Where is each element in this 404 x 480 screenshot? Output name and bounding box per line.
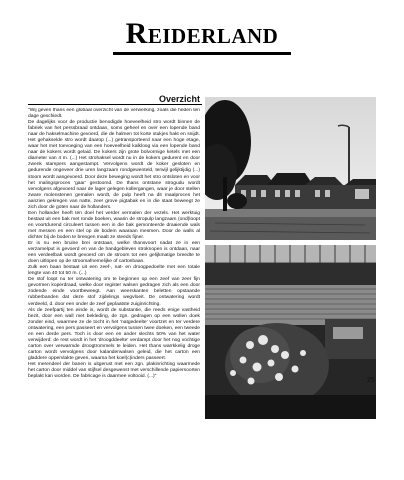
masthead-title: Reiderland [125,17,279,50]
article-body [28,108,200,474]
article-paragraph: Zulk een baan bestaat uit een zeef-, nat- en droogpedoelte met een totale lengte van 40 tot 50 m. (...) [28,265,200,277]
article-paragraph: De stof loopt nu ter ontwatering om te beginnen op een zeef van zeer fijn gevormen koperdraad, welke door register walsen gedragen zich als een door zodende einde voortbeweegt. Aan weerskanten beletten opstaande rubberbanden dat deze stof zijdelings wegvloeit. De ontwatering wordt verdeeld, d. door een onder de zeef geplaatste zuiginrichting. [28,277,200,307]
section-label: Overzicht [158,94,200,104]
article-paragraph: De dagelijks voor de productie benodigde hoeveelheid stro wordt binnen de fabriek van het perssbraad ontdaan, soms geheel en over een lopende band naar de hakselmachine gevoerd, die de halmen tot korte stukjes hakt en snijdt. Het gehakselde stro wordt daarop (...) getransporteerd naar een hoge etage, waar het met toevoeging van een hoeveelheid kalkloog via een lopende band naar de kokers wordt gelaid. De kokers zijn grote bolvormige ketels met een diameter van 4 m. (...) Het strohaksel wordt nu in de kokers gedurent en door zwenk stampers aangestampt. Vervolgens wordt de koker gesloten en gedurende ongeveer drie uren langzaam rondgewenteld, terwijl gelijktijdig (...) stoom wordt aangevoerd. Door deze beweging wordt het stro ontsloten en voor het malingsproces 'gaar' gestoomd. De thans ontstane strogudu wordt vervolgens afgevoerd naar de lager gelegen kollergangen, waar je door stellen zware molenstenen gemalen wordt, de pulp heeft na dit maalproces het aanzien gekregen van natte, zeer grove pigtabak en in die staat beweegt ze zich door de goten naar de hollanders. [28,120,200,210]
article-paragraph: Als de zeefpartij ten einde is, wordt de substantie, die reeds enige vastheid bezit, door een wall met bekleding, de zgn. gedragen op een wollen doek zonder eind, waarmee ze de tocht in het 'natgedeelte' voortzet en ter verdere ontwatering, een pers passeert en vervolgens tussen twee doeken, een tweede en een derde pers. Toch is door een en ander slechts 50% van het water verwijderd: de rest wordt in het 'droogddeelte' verdampt door het nog vochtige carton over verwarmde droogtrommels te leiden. Het thans warrkkelig droge carton wordt vervolgens door kalanderwalsen geleid, die het carton een gladdere oppervlakte geven, waarna het koel(c)inders passeert. [28,307,200,361]
factory-photo [205,97,376,240]
section-rule [28,104,202,105]
shed-photo [205,245,376,419]
masthead-rule [113,52,291,55]
article-paragraph: "Wij geven thans een globaal overzicht van de verwerking, zoals die heden ten dage geschiedt. [28,108,200,120]
page-number: 25 [367,377,375,384]
article-paragraph: Een hollander heeft ten doel het verder vermalen der vezels. Het werktuig bestaat uit een bak met ronde boeken, waarin de stropulp langzaam (ond)loopt en voortdurend circuleert tussen een in die bak gemonteerde draaiende wals met messen en een stel op de bodem waaraan mesmen. Door de walls al dichter bij de boden te brengen maalt ze steeds fijner. [28,210,200,240]
article-paragraph: Er is nu een bruine brei ontstaan, welke thansvoort nadat ze in een verzamelput is gevoerd en van de handgebleven stroknopen is ontdaan, naar een verdeelbak wordt gevoerd om de stroom tot een gelijkmatige breedte te doen uitlopen op de stroomafnemelijke of cartonbaan. [28,241,200,265]
article-paragraph: Het merendeel der banen is uitgerust met een zgn. plakinrichting waarmede het carton door middel van stijfsel desgewenst met verschillende papiersoorten beplakt kan worden. De fabricage is daarmee voltooid. (...)" [28,361,200,380]
masthead [0,18,404,50]
